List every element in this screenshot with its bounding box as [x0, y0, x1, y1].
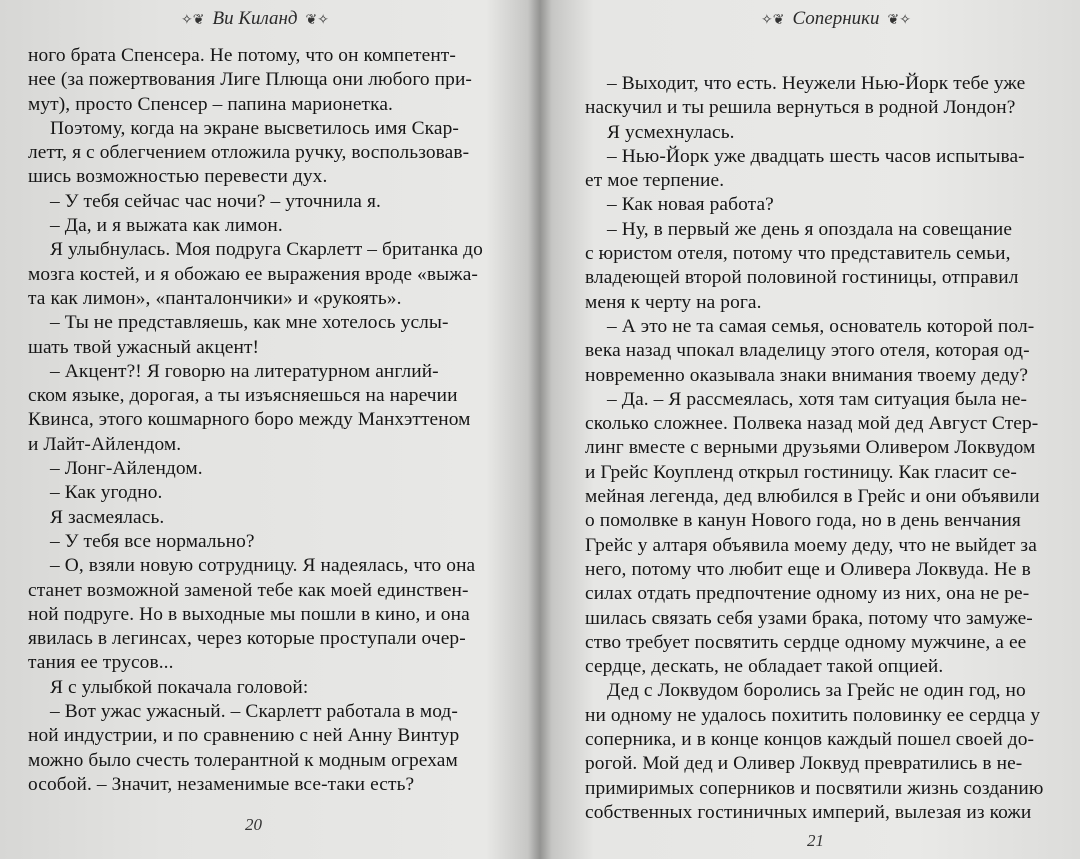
book-gutter [528, 0, 552, 859]
text-line: Грейс у алтаря объявила моему деду, что не выйдет за [585, 534, 1037, 556]
text-line: явилась в легинсах, через которые проступали очер- [28, 628, 466, 650]
text-line: примиримых соперников и посвятили жизнь созданию [585, 777, 1044, 799]
text-line: особой. – Значит, незаменимые все-таки есть? [28, 773, 415, 795]
text-line: – Нью-Йорк уже двадцать шесть часов испытыва- [607, 145, 1025, 167]
text-line: века назад чпокал владелицу этого отеля, которая од- [585, 340, 1030, 362]
text-line: – Как угодно. [50, 482, 163, 504]
text-line: Я улыбнулась. Моя подруга Скарлетт – британка до [50, 239, 483, 261]
text-line: владеющей второй половиной гостиницы, отправил [585, 267, 1019, 289]
text-line: соперника, и в конце концов каждый пошел своей до- [585, 729, 1035, 751]
text-line: и Грейс Коупленд открыл гостиницу. Как гласит се- [585, 461, 1017, 483]
text-line: шилась связать себя узами брака, потому что замуже- [585, 607, 1033, 629]
ornament-icon: ✧❦ [181, 13, 205, 28]
text-line: ни одному не удалось похитить половинку ее сердца у [585, 704, 1041, 726]
left-page [0, 0, 530, 859]
text-line: меня к черту на рога. [585, 291, 762, 313]
text-line: летт, я с облегчением отложила ручку, воспользовав- [28, 142, 470, 164]
text-line: с юристом отеля, потому что представитель семьи, [585, 243, 1011, 265]
text-line: ного брата Спенсера. Не потому, что он компетент- [28, 45, 456, 66]
text-line: шись возможностью перевести дух. [28, 166, 328, 188]
text-line: и Лайт-Айлендом. [28, 433, 182, 455]
text-line: – Вот ужас ужасный. – Скарлетт работала в мод- [50, 701, 458, 723]
text-line: – У тебя все нормально? [50, 530, 255, 552]
text-line: шать твой ужасный акцент! [28, 336, 260, 358]
running-head-title: ✧❦ Соперники ❦✧ [761, 8, 911, 29]
text-line: – Как новая работа? [607, 194, 774, 216]
text-line: новременно оказывала знаки внимания твоему деду? [585, 364, 1029, 386]
text-line: Квинса, этого кошмарного боро между Манхэттеном [28, 409, 471, 431]
running-head-author: ✧❦ Ви Киланд ❦✧ [181, 8, 329, 29]
text-line: о помолвке в канун Нового года, но в день венчания [585, 510, 1021, 532]
text-line: него, потому что любит еще и Оливера Локвуда. Не в [585, 558, 1031, 580]
text-line: станет возможной заменой тебе как моей единствен- [28, 579, 469, 601]
text-line: ет мое терпение. [585, 170, 725, 192]
text-line: – Да. – Я рассмеялась, хотя там ситуация была не- [607, 388, 1028, 410]
text-line: мут), просто Спенсер – папина марионетка. [28, 93, 394, 115]
text-line: Дед с Локвудом боролись за Грейс не один год, но [607, 680, 1026, 702]
text-line: мозга костей, и я обожаю ее выражения вроде «выжа- [28, 263, 478, 285]
text-line: Поэтому, когда на экране высветилось имя Скар- [50, 117, 459, 139]
text-line: ной подруге. Но в выходные мы пошли в кино, и она [28, 603, 470, 625]
text-line: ство требует посвятить сердце одному мужчине, а ее [585, 631, 1027, 653]
text-line: – Лонг-Айлендом. [50, 458, 203, 480]
text-line: – О, взяли новую сотрудницу. Я надеялась, что она [50, 555, 476, 577]
text-line: – Да, и я выжата как лимон. [50, 215, 283, 237]
text-line: – Ну, в первый же день я опоздала на совещание [607, 218, 1013, 240]
text-line: сердце, дескать, не обладает такой опцией. [585, 656, 944, 678]
ornament-icon: ❦✧ [887, 13, 911, 28]
text-line: мейная легенда, дед влюбился в Грейс и они объявили [585, 486, 1040, 508]
right-page [552, 0, 1080, 859]
text-line: наскучил и ты решила вернуться в родной Лондон? [585, 97, 1016, 119]
text-line: сколько сложнее. Полвека назад мой дед Август Стер- [585, 413, 1039, 435]
right-page-text [585, 72, 1069, 825]
text-line: тания ее трусов... [28, 652, 174, 674]
text-line: Я с улыбкой покачала головой: [50, 676, 309, 698]
text-line: Я усмехнулась. [607, 121, 735, 143]
text-line: Я засмеялась. [50, 506, 165, 528]
text-line: ной индустрии, и по сравнению с ней Анну Винтур [28, 725, 460, 747]
text-line: – Акцент?! Я говорю на литературном англий- [50, 360, 439, 382]
text-line: – У тебя сейчас час ночи? – уточнила я. [50, 190, 381, 212]
text-line: рогой. Мой дед и Оливер Локвуд превратились в не- [585, 753, 1023, 775]
text-line: можно было счесть толерантной к модным огрехам [28, 749, 458, 771]
page-number: 20 [245, 815, 262, 834]
page-number: 21 [807, 831, 824, 850]
text-line: линг вместе с верными друзьями Оливером Локвудом [585, 437, 1036, 459]
text-line: – А это не та самая семья, основатель которой пол- [607, 315, 1035, 337]
text-line: ском языке, дорогая, а ты изъясняешься на наречии [28, 385, 458, 407]
text-line: силах отдать предпочтение одному из них, она не ре- [585, 583, 1030, 605]
text-line: собственных гостиничных империй, вылезая из кожи [585, 801, 1032, 823]
text-line: нее (за пожертвования Лиге Плюща они любого при- [28, 69, 472, 91]
left-page-text [28, 44, 498, 797]
ornament-icon: ✧❦ [761, 13, 785, 28]
text-line: – Выходит, что есть. Неужели Нью-Йорк тебе уже [607, 73, 1026, 94]
ornament-icon: ❦✧ [305, 13, 329, 28]
text-line: та как лимон», «панталончики» и «рукоять». [28, 287, 402, 309]
text-line: – Ты не представляешь, как мне хотелось услы- [50, 312, 449, 334]
